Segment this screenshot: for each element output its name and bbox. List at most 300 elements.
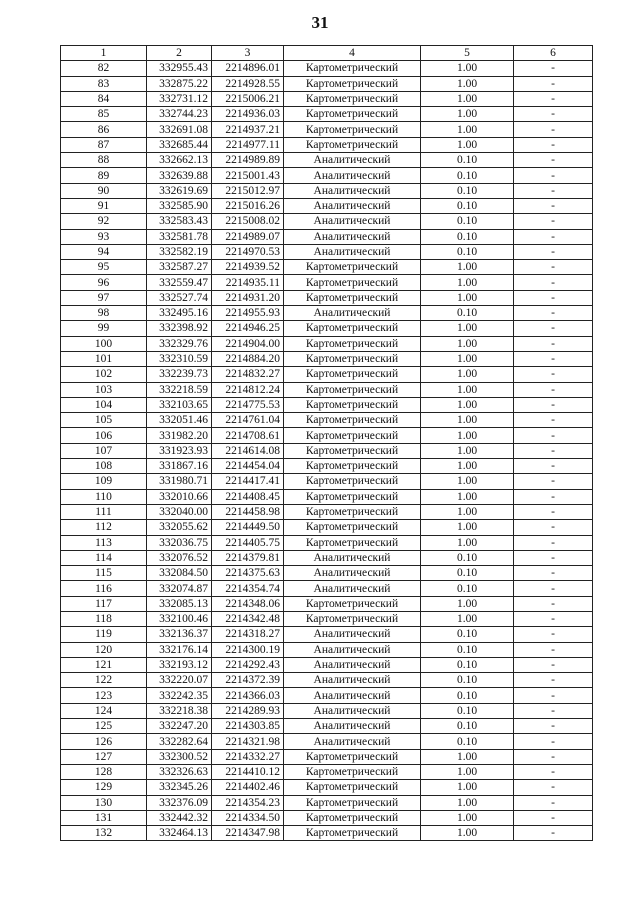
table-row bbox=[61, 443, 593, 458]
method-cell: Аналитический bbox=[284, 627, 421, 642]
note-cell: - bbox=[514, 826, 593, 841]
method-cell: Картометрический bbox=[284, 137, 421, 152]
method-cell: Картометрический bbox=[284, 764, 421, 779]
point-number-cell: 118 bbox=[61, 611, 147, 626]
accuracy-cell: 1.00 bbox=[421, 474, 514, 489]
point-number-cell: 123 bbox=[61, 688, 147, 703]
x-coordinate-cell: 332247.20 bbox=[147, 719, 212, 734]
accuracy-cell: 1.00 bbox=[421, 107, 514, 122]
x-coordinate-cell: 332040.00 bbox=[147, 504, 212, 519]
y-coordinate-cell: 2214348.06 bbox=[212, 596, 284, 611]
method-cell: Картометрический bbox=[284, 290, 421, 305]
method-cell: Аналитический bbox=[284, 703, 421, 718]
accuracy-cell: 1.00 bbox=[421, 413, 514, 428]
note-cell: - bbox=[514, 214, 593, 229]
note-cell: - bbox=[514, 749, 593, 764]
y-coordinate-cell: 2214928.55 bbox=[212, 76, 284, 91]
method-cell: Картометрический bbox=[284, 260, 421, 275]
table-header-row bbox=[61, 46, 593, 61]
point-number-cell: 131 bbox=[61, 810, 147, 825]
table-row bbox=[61, 168, 593, 183]
note-cell: - bbox=[514, 642, 593, 657]
table-row bbox=[61, 459, 593, 474]
x-coordinate-cell: 332619.69 bbox=[147, 183, 212, 198]
point-number-cell: 130 bbox=[61, 795, 147, 810]
x-coordinate-cell: 331982.20 bbox=[147, 428, 212, 443]
note-cell: - bbox=[514, 596, 593, 611]
column-header: 1 bbox=[61, 46, 147, 61]
x-coordinate-cell: 332639.88 bbox=[147, 168, 212, 183]
y-coordinate-cell: 2214458.98 bbox=[212, 504, 284, 519]
point-number-cell: 93 bbox=[61, 229, 147, 244]
table-row bbox=[61, 413, 593, 428]
y-coordinate-cell: 2214896.01 bbox=[212, 61, 284, 76]
accuracy-cell: 1.00 bbox=[421, 489, 514, 504]
accuracy-cell: 1.00 bbox=[421, 749, 514, 764]
y-coordinate-cell: 2214366.03 bbox=[212, 688, 284, 703]
table-row bbox=[61, 673, 593, 688]
method-cell: Картометрический bbox=[284, 397, 421, 412]
y-coordinate-cell: 2214405.75 bbox=[212, 535, 284, 550]
x-coordinate-cell: 332731.12 bbox=[147, 91, 212, 106]
point-number-cell: 82 bbox=[61, 61, 147, 76]
y-coordinate-cell: 2214936.03 bbox=[212, 107, 284, 122]
note-cell: - bbox=[514, 290, 593, 305]
note-cell: - bbox=[514, 260, 593, 275]
y-coordinate-cell: 2214935.11 bbox=[212, 275, 284, 290]
y-coordinate-cell: 2214977.11 bbox=[212, 137, 284, 152]
accuracy-cell: 1.00 bbox=[421, 826, 514, 841]
y-coordinate-cell: 2214989.89 bbox=[212, 153, 284, 168]
table-row bbox=[61, 657, 593, 672]
accuracy-cell: 1.00 bbox=[421, 443, 514, 458]
note-cell: - bbox=[514, 703, 593, 718]
method-cell: Картометрический bbox=[284, 611, 421, 626]
method-cell: Картометрический bbox=[284, 275, 421, 290]
accuracy-cell: 0.10 bbox=[421, 229, 514, 244]
table-row bbox=[61, 214, 593, 229]
method-cell: Картометрический bbox=[284, 367, 421, 382]
method-cell: Аналитический bbox=[284, 168, 421, 183]
table-row bbox=[61, 275, 593, 290]
x-coordinate-cell: 332582.19 bbox=[147, 244, 212, 259]
point-number-cell: 116 bbox=[61, 581, 147, 596]
method-cell: Картометрический bbox=[284, 826, 421, 841]
table-row bbox=[61, 535, 593, 550]
table-row bbox=[61, 780, 593, 795]
point-number-cell: 99 bbox=[61, 321, 147, 336]
accuracy-cell: 1.00 bbox=[421, 520, 514, 535]
point-number-cell: 129 bbox=[61, 780, 147, 795]
point-number-cell: 86 bbox=[61, 122, 147, 137]
table-row bbox=[61, 566, 593, 581]
accuracy-cell: 1.00 bbox=[421, 290, 514, 305]
method-cell: Картометрический bbox=[284, 810, 421, 825]
note-cell: - bbox=[514, 673, 593, 688]
table-row bbox=[61, 489, 593, 504]
method-cell: Аналитический bbox=[284, 229, 421, 244]
point-number-cell: 117 bbox=[61, 596, 147, 611]
table-row bbox=[61, 688, 593, 703]
y-coordinate-cell: 2214354.23 bbox=[212, 795, 284, 810]
column-header: 3 bbox=[212, 46, 284, 61]
note-cell: - bbox=[514, 474, 593, 489]
x-coordinate-cell: 332875.22 bbox=[147, 76, 212, 91]
note-cell: - bbox=[514, 550, 593, 565]
table-row bbox=[61, 642, 593, 657]
point-number-cell: 97 bbox=[61, 290, 147, 305]
note-cell: - bbox=[514, 76, 593, 91]
table-row bbox=[61, 382, 593, 397]
accuracy-cell: 1.00 bbox=[421, 596, 514, 611]
y-coordinate-cell: 2214946.25 bbox=[212, 321, 284, 336]
point-number-cell: 89 bbox=[61, 168, 147, 183]
point-number-cell: 103 bbox=[61, 382, 147, 397]
note-cell: - bbox=[514, 107, 593, 122]
y-coordinate-cell: 2214939.52 bbox=[212, 260, 284, 275]
method-cell: Картометрический bbox=[284, 489, 421, 504]
x-coordinate-cell: 332662.13 bbox=[147, 153, 212, 168]
column-header: 5 bbox=[421, 46, 514, 61]
method-cell: Картометрический bbox=[284, 795, 421, 810]
method-cell: Аналитический bbox=[284, 244, 421, 259]
y-coordinate-cell: 2214342.48 bbox=[212, 611, 284, 626]
table-row bbox=[61, 749, 593, 764]
method-cell: Аналитический bbox=[284, 719, 421, 734]
y-coordinate-cell: 2215012.97 bbox=[212, 183, 284, 198]
method-cell: Аналитический bbox=[284, 153, 421, 168]
method-cell: Аналитический bbox=[284, 214, 421, 229]
note-cell: - bbox=[514, 581, 593, 596]
accuracy-cell: 0.10 bbox=[421, 168, 514, 183]
method-cell: Аналитический bbox=[284, 198, 421, 213]
point-number-cell: 83 bbox=[61, 76, 147, 91]
method-cell: Картометрический bbox=[284, 520, 421, 535]
x-coordinate-cell: 332376.09 bbox=[147, 795, 212, 810]
table-row bbox=[61, 244, 593, 259]
point-number-cell: 84 bbox=[61, 91, 147, 106]
point-number-cell: 109 bbox=[61, 474, 147, 489]
point-number-cell: 104 bbox=[61, 397, 147, 412]
accuracy-cell: 0.10 bbox=[421, 719, 514, 734]
x-coordinate-cell: 332074.87 bbox=[147, 581, 212, 596]
note-cell: - bbox=[514, 443, 593, 458]
y-coordinate-cell: 2214372.39 bbox=[212, 673, 284, 688]
y-coordinate-cell: 2214303.85 bbox=[212, 719, 284, 734]
x-coordinate-cell: 332100.46 bbox=[147, 611, 212, 626]
x-coordinate-cell: 332744.23 bbox=[147, 107, 212, 122]
coordinates-table bbox=[60, 45, 593, 841]
note-cell: - bbox=[514, 351, 593, 366]
table-row bbox=[61, 581, 593, 596]
x-coordinate-cell: 332955.43 bbox=[147, 61, 212, 76]
point-number-cell: 132 bbox=[61, 826, 147, 841]
point-number-cell: 111 bbox=[61, 504, 147, 519]
table-row bbox=[61, 229, 593, 244]
method-cell: Аналитический bbox=[284, 734, 421, 749]
x-coordinate-cell: 332076.52 bbox=[147, 550, 212, 565]
accuracy-cell: 0.10 bbox=[421, 214, 514, 229]
x-coordinate-cell: 332442.32 bbox=[147, 810, 212, 825]
y-coordinate-cell: 2214832.27 bbox=[212, 367, 284, 382]
x-coordinate-cell: 332587.27 bbox=[147, 260, 212, 275]
x-coordinate-cell: 332464.13 bbox=[147, 826, 212, 841]
method-cell: Картометрический bbox=[284, 535, 421, 550]
column-header: 2 bbox=[147, 46, 212, 61]
method-cell: Аналитический bbox=[284, 183, 421, 198]
y-coordinate-cell: 2215008.02 bbox=[212, 214, 284, 229]
method-cell: Аналитический bbox=[284, 688, 421, 703]
point-number-cell: 106 bbox=[61, 428, 147, 443]
method-cell: Картометрический bbox=[284, 504, 421, 519]
x-coordinate-cell: 332559.47 bbox=[147, 275, 212, 290]
note-cell: - bbox=[514, 413, 593, 428]
point-number-cell: 107 bbox=[61, 443, 147, 458]
method-cell: Аналитический bbox=[284, 550, 421, 565]
table-row bbox=[61, 520, 593, 535]
y-coordinate-cell: 2214812.24 bbox=[212, 382, 284, 397]
table-row bbox=[61, 183, 593, 198]
x-coordinate-cell: 332036.75 bbox=[147, 535, 212, 550]
point-number-cell: 102 bbox=[61, 367, 147, 382]
note-cell: - bbox=[514, 688, 593, 703]
point-number-cell: 92 bbox=[61, 214, 147, 229]
x-coordinate-cell: 332527.74 bbox=[147, 290, 212, 305]
y-coordinate-cell: 2214904.00 bbox=[212, 336, 284, 351]
method-cell: Картометрический bbox=[284, 61, 421, 76]
note-cell: - bbox=[514, 183, 593, 198]
table-row bbox=[61, 76, 593, 91]
y-coordinate-cell: 2214417.41 bbox=[212, 474, 284, 489]
y-coordinate-cell: 2214449.50 bbox=[212, 520, 284, 535]
column-header: 4 bbox=[284, 46, 421, 61]
point-number-cell: 128 bbox=[61, 764, 147, 779]
table-row bbox=[61, 596, 593, 611]
method-cell: Аналитический bbox=[284, 657, 421, 672]
point-number-cell: 98 bbox=[61, 306, 147, 321]
note-cell: - bbox=[514, 719, 593, 734]
x-coordinate-cell: 332585.90 bbox=[147, 198, 212, 213]
y-coordinate-cell: 2215006.21 bbox=[212, 91, 284, 106]
method-cell: Картометрический bbox=[284, 596, 421, 611]
point-number-cell: 112 bbox=[61, 520, 147, 535]
note-cell: - bbox=[514, 367, 593, 382]
accuracy-cell: 1.00 bbox=[421, 397, 514, 412]
point-number-cell: 127 bbox=[61, 749, 147, 764]
accuracy-cell: 0.10 bbox=[421, 153, 514, 168]
method-cell: Аналитический bbox=[284, 673, 421, 688]
y-coordinate-cell: 2214884.20 bbox=[212, 351, 284, 366]
x-coordinate-cell: 332010.66 bbox=[147, 489, 212, 504]
y-coordinate-cell: 2214955.93 bbox=[212, 306, 284, 321]
method-cell: Картометрический bbox=[284, 443, 421, 458]
table-row bbox=[61, 137, 593, 152]
table-row bbox=[61, 122, 593, 137]
point-number-cell: 100 bbox=[61, 336, 147, 351]
note-cell: - bbox=[514, 489, 593, 504]
note-cell: - bbox=[514, 764, 593, 779]
accuracy-cell: 1.00 bbox=[421, 535, 514, 550]
accuracy-cell: 1.00 bbox=[421, 780, 514, 795]
accuracy-cell: 1.00 bbox=[421, 795, 514, 810]
method-cell: Картометрический bbox=[284, 780, 421, 795]
point-number-cell: 119 bbox=[61, 627, 147, 642]
point-number-cell: 91 bbox=[61, 198, 147, 213]
table-row bbox=[61, 550, 593, 565]
accuracy-cell: 0.10 bbox=[421, 244, 514, 259]
table-row bbox=[61, 198, 593, 213]
table-row bbox=[61, 260, 593, 275]
y-coordinate-cell: 2214970.53 bbox=[212, 244, 284, 259]
accuracy-cell: 1.00 bbox=[421, 336, 514, 351]
y-coordinate-cell: 2214708.61 bbox=[212, 428, 284, 443]
x-coordinate-cell: 332495.16 bbox=[147, 306, 212, 321]
note-cell: - bbox=[514, 734, 593, 749]
page-number: 31 bbox=[311, 13, 329, 32]
point-number-cell: 96 bbox=[61, 275, 147, 290]
note-cell: - bbox=[514, 504, 593, 519]
point-number-cell: 124 bbox=[61, 703, 147, 718]
accuracy-cell: 0.10 bbox=[421, 627, 514, 642]
x-coordinate-cell: 332581.78 bbox=[147, 229, 212, 244]
x-coordinate-cell: 331867.16 bbox=[147, 459, 212, 474]
method-cell: Аналитический bbox=[284, 642, 421, 657]
accuracy-cell: 1.00 bbox=[421, 122, 514, 137]
note-cell: - bbox=[514, 397, 593, 412]
table-row bbox=[61, 734, 593, 749]
table-row bbox=[61, 336, 593, 351]
note-cell: - bbox=[514, 535, 593, 550]
note-cell: - bbox=[514, 611, 593, 626]
accuracy-cell: 1.00 bbox=[421, 428, 514, 443]
accuracy-cell: 1.00 bbox=[421, 764, 514, 779]
point-number-cell: 108 bbox=[61, 459, 147, 474]
method-cell: Аналитический bbox=[284, 566, 421, 581]
method-cell: Картометрический bbox=[284, 413, 421, 428]
table-row bbox=[61, 61, 593, 76]
accuracy-cell: 0.10 bbox=[421, 581, 514, 596]
table-row bbox=[61, 474, 593, 489]
point-number-cell: 90 bbox=[61, 183, 147, 198]
x-coordinate-cell: 332398.92 bbox=[147, 321, 212, 336]
y-coordinate-cell: 2214775.53 bbox=[212, 397, 284, 412]
x-coordinate-cell: 332218.38 bbox=[147, 703, 212, 718]
table-row bbox=[61, 397, 593, 412]
table-row bbox=[61, 351, 593, 366]
table-row bbox=[61, 627, 593, 642]
y-coordinate-cell: 2214379.81 bbox=[212, 550, 284, 565]
accuracy-cell: 0.10 bbox=[421, 673, 514, 688]
x-coordinate-cell: 332685.44 bbox=[147, 137, 212, 152]
y-coordinate-cell: 2215001.43 bbox=[212, 168, 284, 183]
note-cell: - bbox=[514, 382, 593, 397]
table-body bbox=[61, 61, 593, 841]
accuracy-cell: 1.00 bbox=[421, 275, 514, 290]
note-cell: - bbox=[514, 321, 593, 336]
x-coordinate-cell: 332085.13 bbox=[147, 596, 212, 611]
point-number-cell: 110 bbox=[61, 489, 147, 504]
x-coordinate-cell: 332103.65 bbox=[147, 397, 212, 412]
x-coordinate-cell: 332326.63 bbox=[147, 764, 212, 779]
table-row bbox=[61, 810, 593, 825]
y-coordinate-cell: 2214318.27 bbox=[212, 627, 284, 642]
x-coordinate-cell: 332300.52 bbox=[147, 749, 212, 764]
table-row bbox=[61, 795, 593, 810]
note-cell: - bbox=[514, 657, 593, 672]
accuracy-cell: 0.10 bbox=[421, 198, 514, 213]
accuracy-cell: 0.10 bbox=[421, 550, 514, 565]
note-cell: - bbox=[514, 428, 593, 443]
note-cell: - bbox=[514, 566, 593, 581]
table-row bbox=[61, 153, 593, 168]
accuracy-cell: 1.00 bbox=[421, 611, 514, 626]
method-cell: Картометрический bbox=[284, 382, 421, 397]
note-cell: - bbox=[514, 153, 593, 168]
note-cell: - bbox=[514, 137, 593, 152]
point-number-cell: 87 bbox=[61, 137, 147, 152]
x-coordinate-cell: 332051.46 bbox=[147, 413, 212, 428]
x-coordinate-cell: 332239.73 bbox=[147, 367, 212, 382]
method-cell: Картометрический bbox=[284, 474, 421, 489]
point-number-cell: 115 bbox=[61, 566, 147, 581]
y-coordinate-cell: 2214989.07 bbox=[212, 229, 284, 244]
y-coordinate-cell: 2214354.74 bbox=[212, 581, 284, 596]
table-row bbox=[61, 719, 593, 734]
point-number-cell: 88 bbox=[61, 153, 147, 168]
x-coordinate-cell: 332310.59 bbox=[147, 351, 212, 366]
method-cell: Картометрический bbox=[284, 336, 421, 351]
note-cell: - bbox=[514, 780, 593, 795]
method-cell: Картометрический bbox=[284, 107, 421, 122]
accuracy-cell: 1.00 bbox=[421, 61, 514, 76]
method-cell: Картометрический bbox=[284, 91, 421, 106]
point-number-cell: 121 bbox=[61, 657, 147, 672]
y-coordinate-cell: 2214334.50 bbox=[212, 810, 284, 825]
point-number-cell: 95 bbox=[61, 260, 147, 275]
point-number-cell: 125 bbox=[61, 719, 147, 734]
note-cell: - bbox=[514, 275, 593, 290]
accuracy-cell: 1.00 bbox=[421, 260, 514, 275]
x-coordinate-cell: 332055.62 bbox=[147, 520, 212, 535]
note-cell: - bbox=[514, 459, 593, 474]
accuracy-cell: 1.00 bbox=[421, 351, 514, 366]
accuracy-cell: 1.00 bbox=[421, 137, 514, 152]
accuracy-cell: 1.00 bbox=[421, 367, 514, 382]
y-coordinate-cell: 2214410.12 bbox=[212, 764, 284, 779]
y-coordinate-cell: 2214375.63 bbox=[212, 566, 284, 581]
y-coordinate-cell: 2214614.08 bbox=[212, 443, 284, 458]
point-number-cell: 113 bbox=[61, 535, 147, 550]
accuracy-cell: 0.10 bbox=[421, 688, 514, 703]
table-row bbox=[61, 306, 593, 321]
table-row bbox=[61, 428, 593, 443]
note-cell: - bbox=[514, 198, 593, 213]
y-coordinate-cell: 2214332.27 bbox=[212, 749, 284, 764]
y-coordinate-cell: 2214408.45 bbox=[212, 489, 284, 504]
accuracy-cell: 0.10 bbox=[421, 703, 514, 718]
method-cell: Картометрический bbox=[284, 351, 421, 366]
accuracy-cell: 0.10 bbox=[421, 657, 514, 672]
table-row bbox=[61, 321, 593, 336]
note-cell: - bbox=[514, 91, 593, 106]
x-coordinate-cell: 332329.76 bbox=[147, 336, 212, 351]
method-cell: Картометрический bbox=[284, 122, 421, 137]
x-coordinate-cell: 332220.07 bbox=[147, 673, 212, 688]
note-cell: - bbox=[514, 122, 593, 137]
accuracy-cell: 0.10 bbox=[421, 734, 514, 749]
method-cell: Картометрический bbox=[284, 428, 421, 443]
table-row bbox=[61, 764, 593, 779]
